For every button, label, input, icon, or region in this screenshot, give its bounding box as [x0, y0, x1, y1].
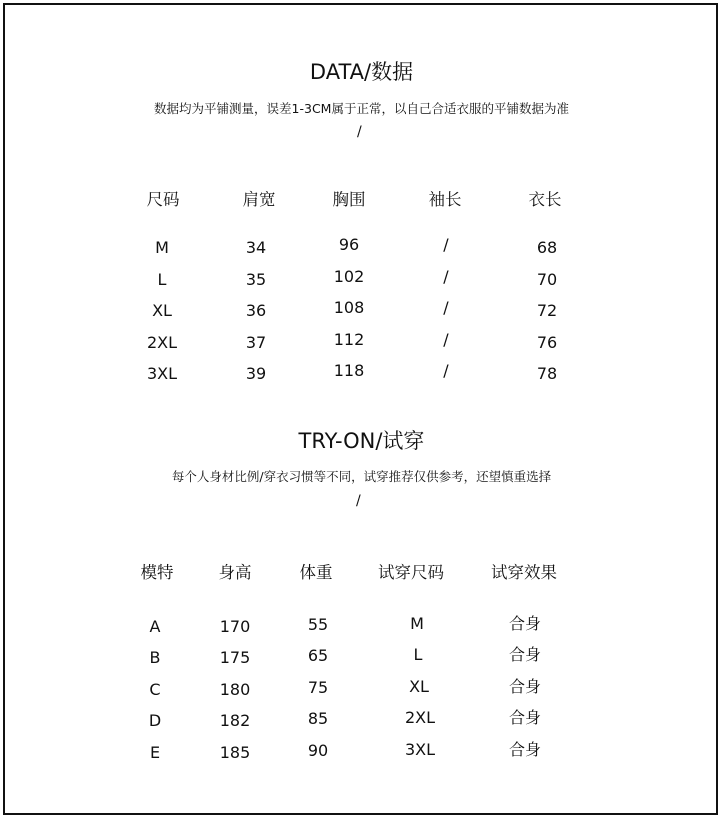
size-row-cell: M: [155, 238, 169, 257]
tryon-row-cell: 合身: [508, 677, 541, 696]
size-row-cell: 118: [333, 361, 365, 380]
tryon-row-cell: 合身: [508, 740, 541, 759]
size-row-cell: L: [157, 270, 167, 289]
tryon-row-cell: 185: [219, 743, 251, 762]
size-row-cell: 37: [245, 333, 267, 352]
tryon-row-cell: 182: [219, 711, 251, 730]
tryon-row-cell: 3XL: [404, 740, 436, 759]
size-row-cell: 96: [338, 235, 360, 254]
size-header-length: 衣长: [528, 190, 562, 209]
size-row-cell: 35: [245, 270, 267, 289]
tryon-row-cell: 2XL: [404, 708, 436, 727]
size-header-chest: 胸围: [332, 190, 366, 209]
tryon-header-model: 模特: [140, 563, 174, 582]
tryon-row-cell: 175: [219, 648, 251, 667]
tryon-row-cell: M: [410, 614, 424, 633]
tryon-header-height: 身高: [218, 563, 252, 582]
tryon-row-cell: 55: [307, 615, 329, 634]
tryon-row-cell: 90: [307, 741, 329, 760]
size-section-note: 数据均为平铺测量，误差1-3CM属于正常，以自己合适衣服的平铺数据为准: [154, 101, 569, 116]
size-row-cell: 76: [536, 333, 558, 352]
size-row-cell: 108: [333, 298, 365, 317]
tryon-row-cell: 170: [219, 617, 251, 636]
size-row-cell: 68: [536, 238, 558, 257]
tryon-section-note: 每个人身材比例/穿衣习惯等不同，试穿推荐仅供参考，还望慎重选择: [171, 469, 552, 484]
size-row-cell: 78: [536, 364, 558, 383]
size-row-cell: 34: [245, 238, 267, 257]
tryon-header-weight: 体重: [299, 563, 333, 582]
tryon-row-cell: 合身: [508, 708, 541, 727]
size-row-cell: /: [443, 330, 449, 349]
size-row-cell: 102: [333, 267, 365, 286]
size-header-size: 尺码: [146, 190, 180, 209]
size-row-cell: 112: [333, 330, 365, 349]
tryon-header-tried-size: 试穿尺码: [378, 563, 444, 582]
tryon-section-divider: /: [356, 493, 361, 509]
tryon-row-cell: 180: [219, 680, 251, 699]
tryon-row-cell: 65: [307, 646, 329, 665]
tryon-row-cell: L: [413, 645, 423, 664]
tryon-row-cell: 合身: [508, 645, 541, 664]
size-row-cell: 36: [245, 301, 267, 320]
size-header-shoulder: 肩宽: [242, 190, 276, 209]
size-row-cell: /: [443, 267, 449, 286]
tryon-row-cell: XL: [409, 677, 429, 696]
tryon-row-cell: 合身: [508, 614, 541, 633]
tryon-row-cell: C: [149, 680, 161, 699]
tryon-row-cell: 75: [307, 678, 329, 697]
size-section-title: DATA/数据: [309, 60, 414, 84]
tryon-row-cell: A: [149, 617, 161, 636]
size-row-cell: 72: [536, 301, 558, 320]
size-row-cell: XL: [152, 301, 172, 320]
size-row-cell: 39: [245, 364, 267, 383]
size-section-divider: /: [357, 124, 362, 140]
tryon-row-cell: B: [149, 648, 161, 667]
size-row-cell: /: [443, 235, 449, 254]
tryon-row-cell: E: [149, 743, 161, 762]
size-row-cell: 70: [536, 270, 558, 289]
size-row-cell: 3XL: [146, 364, 178, 383]
tryon-row-cell: 85: [307, 709, 329, 728]
size-row-cell: 2XL: [146, 333, 178, 352]
size-row-cell: /: [443, 361, 449, 380]
tryon-row-cell: D: [148, 711, 162, 730]
tryon-header-fit: 试穿效果: [491, 563, 557, 582]
size-row-cell: /: [443, 298, 449, 317]
size-header-sleeve: 袖长: [428, 190, 462, 209]
tryon-section-title: TRY-ON/试穿: [298, 429, 425, 453]
